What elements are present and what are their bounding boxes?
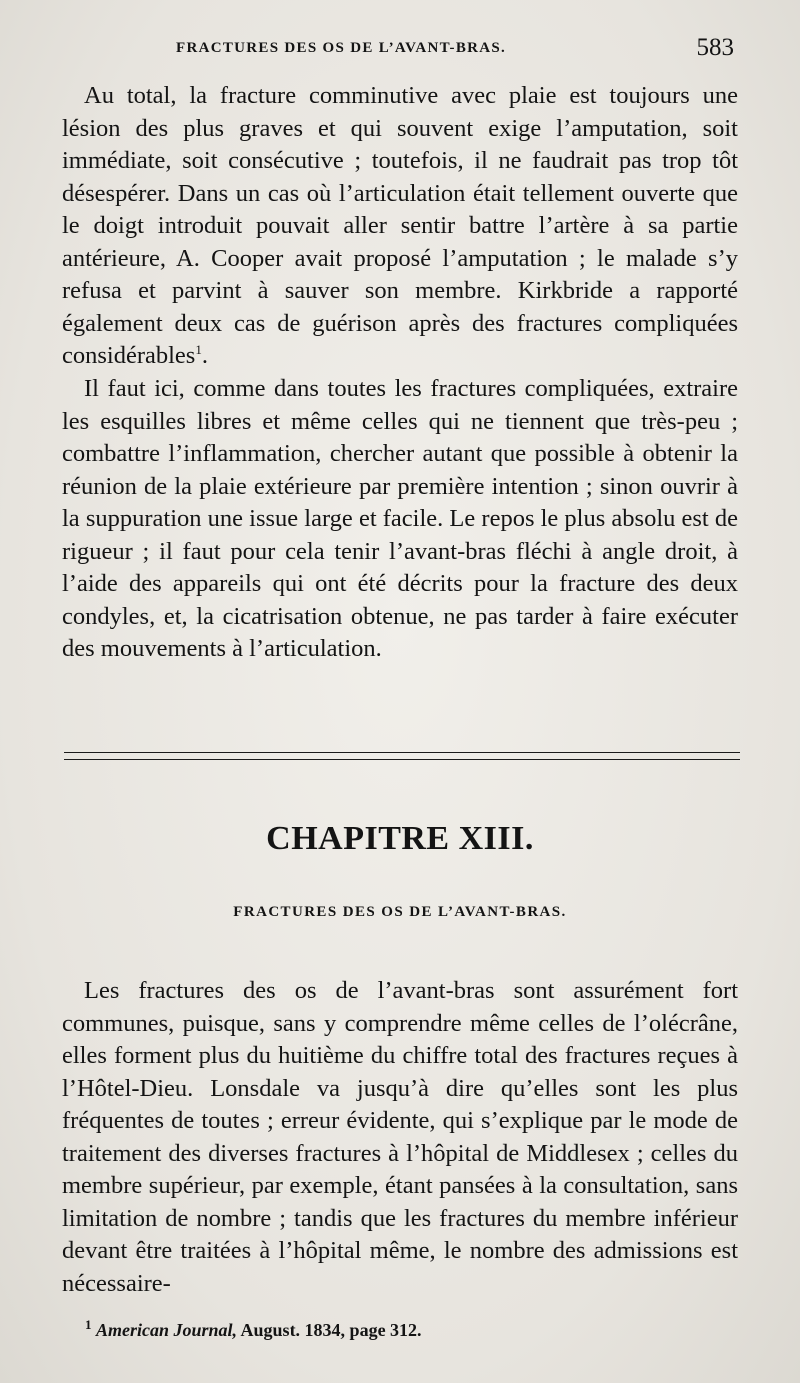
paragraph-2 [62,373,738,666]
chapter-rule-bottom [64,759,740,760]
paragraph-2-text: Il faut ici, comme dans toutes les fractures compliquées, extraire les esquilles libres et même celles qui ne tiennent que très-peu ; combattre l’inflammation, chercher autant que possible à obtenir la réunion de la plaie extérieure par première intention ; sinon ouvrir à la suppuration une issue large et facile. Le repos le plus absolu est de rigueur ; il faut pour cela tenir l’avant-bras fléchi à angle droit, à l’aide des appareils qui ont été décrits pour la fracture des deux condyles, et, la cicatrisation obtenue, ne pas tarder à faire exécuter des mouvements à l’articulation. [62,375,738,662]
chapter-rule-top [64,752,740,753]
page-number: 583 [696,34,734,61]
paragraph-3-text: Les fractures des os de l’avant-bras sont assurément fort communes, puisque, sans y comprendre même celles de l’olécrâne, elles forment plus du huitième du chiffre total des fractures reçues à l’Hôtel-Dieu. Lonsdale va jusqu’à dire qu’elles sont les plus fréquentes de toutes ; erreur évidente, qui s’explique par le mode de traitement des diverses fractures à l’hôpital de Middlesex ; celles du membre supérieur, par exemple, étant pansées à la consultation, sans limitation de nombre ; tandis que les fractures du membre inférieur devant être traitées à l’hôpital même, le nombre des admissions est nécessaire- [62,977,738,1297]
footnote [85,1317,422,1341]
footnote-journal: American Journal, [96,1320,238,1340]
footnote-marker: 1 [85,1317,92,1332]
footnote-reference: 1 [195,341,202,357]
footnote-citation: August. 1834, page 312. [237,1320,422,1340]
paragraph-3 [62,975,738,1300]
paragraph-1-end: . [201,342,208,369]
paragraph-1 [62,80,738,373]
chapter-title: CHAPITRE XIII. [266,820,534,857]
running-head: FRACTURES DES OS DE L’AVANT-BRAS. [176,40,507,56]
section-title: FRACTURES DES OS DE L’AVANT-BRAS. [233,904,567,920]
paragraph-1-text: Au total, la fracture comminutive avec plaie est toujours une lésion des plus graves et qui souvent exige l’amputation, soit immédiate, soit consécutive ; toutefois, il ne faudrait pas trop tôt désespérer. Dans un cas où l’articulation était tellement ouverte que le doigt introduit pouvait aller sentir battre l’artère à sa partie antérieure, A. Cooper avait proposé l’amputation ; le malade s’y refusa et parvint à sauver son membre. Kirkbride a rapporté également deux cas de guérison après des fractures compliquées considérables [62,82,738,369]
